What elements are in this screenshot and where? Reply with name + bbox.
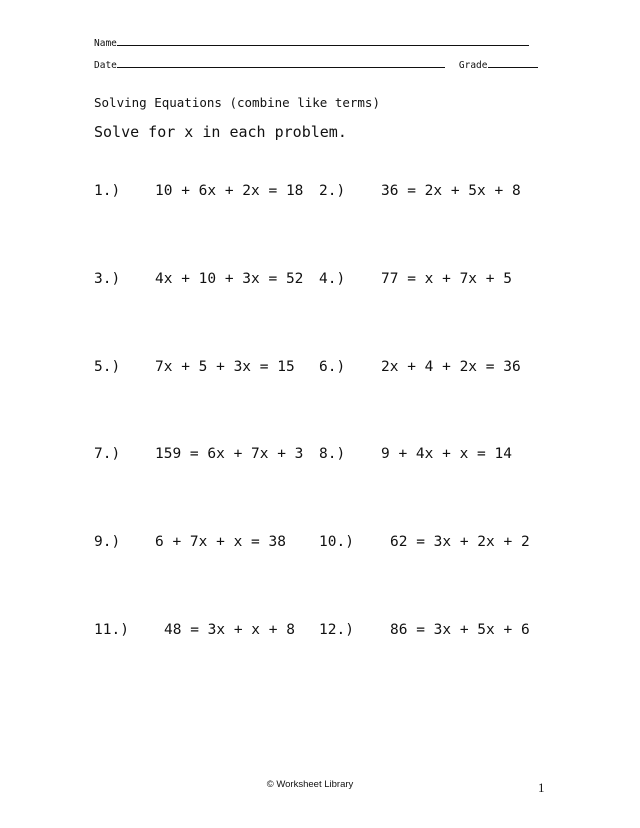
- name-field-row: [94, 36, 529, 50]
- problem-equation: 62 = 3x + 2x + 2: [390, 534, 530, 550]
- page-number: 1: [538, 780, 545, 795]
- problem-number: 8.): [319, 446, 346, 462]
- name-label: Name: [94, 38, 117, 49]
- name-blank-line[interactable]: [117, 36, 529, 46]
- problem-equation: 7x + 5 + 3x = 15: [155, 359, 295, 375]
- grade-blank-line[interactable]: [488, 58, 538, 68]
- problem-equation: 9 + 4x + x = 14: [381, 446, 512, 462]
- footer-copyright: © Worksheet Library: [266, 779, 354, 790]
- date-grade-row: [94, 58, 538, 72]
- problem-number: 4.): [319, 271, 346, 287]
- problem-number: 5.): [94, 359, 121, 375]
- problem-equation: 36 = 2x + 5x + 8: [381, 183, 521, 199]
- problem-number: 2.): [319, 183, 346, 199]
- problem-number: 7.): [94, 446, 121, 462]
- problem-number: 1.): [94, 183, 121, 199]
- problem-equation: 6 + 7x + x = 38: [155, 534, 286, 550]
- date-blank-line[interactable]: [117, 58, 445, 68]
- problem-equation: 48 = 3x + x + 8: [164, 622, 295, 638]
- worksheet-instruction: Solve for x in each problem.: [94, 123, 347, 141]
- grade-label: Grade: [458, 60, 488, 71]
- problem-number: 10.): [319, 534, 354, 550]
- problem-number: 12.): [319, 622, 354, 638]
- problem-number: 9.): [94, 534, 121, 550]
- problem-number: 11.): [94, 622, 129, 638]
- problem-number: 6.): [319, 359, 346, 375]
- date-label: Date: [94, 60, 117, 71]
- problem-equation: 77 = x + 7x + 5: [381, 271, 512, 287]
- problem-equation: 2x + 4 + 2x = 36: [381, 359, 521, 375]
- problem-equation: 10 + 6x + 2x = 18: [155, 183, 304, 199]
- problem-equation: 159 = 6x + 7x + 3: [155, 446, 304, 462]
- problem-equation: 86 = 3x + 5x + 6: [390, 622, 530, 638]
- worksheet-title: Solving Equations (combine like terms): [94, 95, 380, 110]
- problem-number: 3.): [94, 271, 121, 287]
- problem-equation: 4x + 10 + 3x = 52: [155, 271, 304, 287]
